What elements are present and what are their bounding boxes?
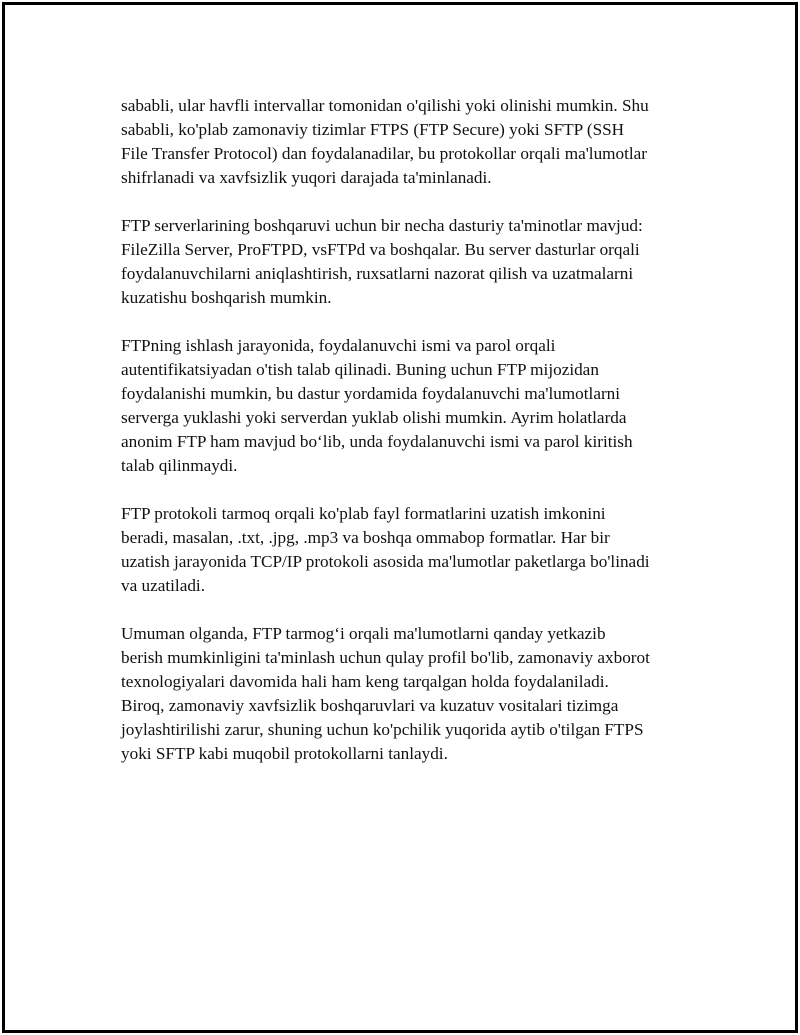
document-body: [121, 94, 691, 790]
paragraph-authentication: FTPning ishlash jarayonida, foydalanuvchi ismi va parol orqali autentifikatsiyadan o'tish talab qilinadi. Buning uchun FTP mijozidan foydalanishi mumkin, bu dastur yordamida foydalanuvchi ma'lumotlarni serverga yuklashi yoki serverdan yuklab olishi mumkin. Ayrim holatlarda anonim FTP ham mavjud bo‘lib, unda foydalanuvchi ismi va parol kiritish talab qilinmaydi.: [121, 336, 633, 475]
paragraph-secure-ftp: sababli, ular havfli intervallar tomonidan o'qilishi yoki olinishi mumkin. Shu sababli, ko'plab zamonaviy tizimlar FTPS (FTP Secure) yoki SFTP (SSH File Transfer Protocol) dan foydalanadilar, bu protokollar orqali ma'lumotlar shifrlanadi va xavfsizlik yuqori darajada ta'minlanadi.: [121, 96, 649, 187]
paragraph-ftp-servers: FTP serverlarining boshqaruvi uchun bir necha dasturiy ta'minotlar mavjud: FileZilla Server, ProFTPD, vsFTPd va boshqalar. Bu server dasturlar orqali foydalanuvchilarni aniqlashtirish, ruxsatlarni nazorat qilish va uzatmalarni kuzatishu boshqarish mumkin.: [121, 216, 643, 307]
paragraph-conclusion: Umuman olganda, FTP tarmog‘i orqali ma'lumotlarni qanday yetkazib berish mumkinligini ta'minlash uchun qulay profil bo'lib, zamonaviy axborot texnologiyalari davomida hali ham keng tarqalgan holda foydalaniladi. Biroq, zamonaviy xavfsizlik boshqaruvlari va kuzatuv vositalari tizimga joylashtirilishi zarur, shuning uchun ko'pchilik yuqorida aytib o'tilgan FTPS yoki SFTP kabi muqobil protokollarni tanlaydi.: [121, 624, 650, 763]
paragraph-file-formats: FTP protokoli tarmoq orqali ko'plab fayl formatlarini uzatish imkonini beradi, masalan, .txt, .jpg, .mp3 va boshqa ommabop formatlar. Har bir uzatish jarayonida TCP/IP protokoli asosida ma'lumotlar paketlarga bo'linadi va uzatiladi.: [121, 504, 650, 595]
document-page: [2, 2, 798, 1033]
